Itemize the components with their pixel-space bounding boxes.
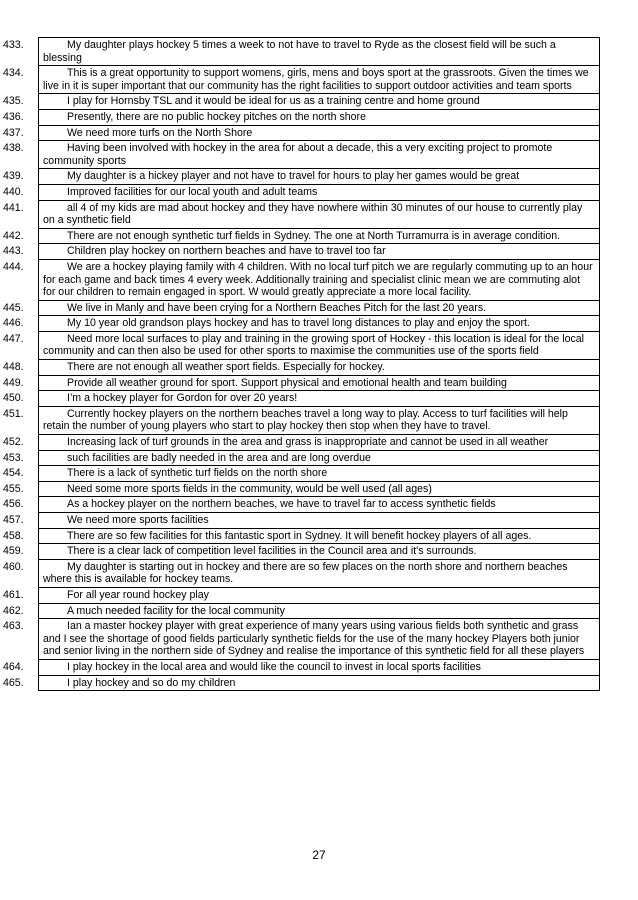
comment-cell xyxy=(3,228,600,244)
comment-cell xyxy=(3,244,600,260)
comment-cell xyxy=(3,675,600,691)
comment-text: Children play hockey on northern beaches and have to travel too far xyxy=(67,245,386,258)
comment-number: 445. xyxy=(3,301,24,314)
comment-cell xyxy=(3,544,600,560)
table-row xyxy=(39,466,600,482)
comment-number: 453. xyxy=(3,451,24,464)
comment-cell xyxy=(3,406,600,434)
comment-cell xyxy=(3,200,600,228)
page-number: 27 xyxy=(312,848,326,862)
table-row xyxy=(39,259,600,300)
comment-number: 446. xyxy=(3,317,24,330)
table-row xyxy=(39,94,600,110)
comment-number: 441. xyxy=(3,201,24,214)
table-row xyxy=(39,375,600,391)
comments-table-body xyxy=(3,38,600,691)
comment-number: 458. xyxy=(3,529,24,542)
comment-number: 454. xyxy=(3,467,24,480)
comment-number: 460. xyxy=(3,560,24,573)
comment-number: 434. xyxy=(3,67,24,80)
comment-cell xyxy=(3,360,600,376)
comment-cell xyxy=(3,513,600,529)
table-row xyxy=(39,38,600,66)
table-row xyxy=(39,141,600,169)
comment-text: There is a lack of synthetic turf fields on the north shore xyxy=(67,467,328,480)
table-row xyxy=(39,228,600,244)
comment-text: such facilities are badly needed in the area and are long overdue xyxy=(67,451,371,464)
comment-number: 433. xyxy=(3,39,24,51)
comment-text: Presently, there are no public hockey pitches on the north shore xyxy=(67,110,366,123)
table-row xyxy=(39,544,600,560)
table-row xyxy=(39,331,600,359)
comment-number: 439. xyxy=(3,170,24,183)
comment-text: A much needed facility for the local community xyxy=(67,604,285,617)
comment-text: I play for Hornsby TSL and it would be ideal for us as a training centre and home ground xyxy=(67,95,480,108)
comment-cell xyxy=(3,659,600,675)
table-row xyxy=(39,497,600,513)
comment-number: 443. xyxy=(3,245,24,258)
comment-text: I play hockey and so do my children xyxy=(67,676,236,689)
comment-text: I play hockey in the local area and would like the council to invest in local sports facilities xyxy=(67,660,481,673)
comment-number: 465. xyxy=(3,676,24,689)
comment-number: 435. xyxy=(3,95,24,108)
comment-text: We need more turfs on the North Shore xyxy=(67,126,253,139)
comment-text: Need some more sports fields in the community, would be well used (all ages) xyxy=(67,482,432,495)
comment-text: My daughter is starting out in hockey and there are so few places on the north shore and northern beaches where this is available for hockey teams. xyxy=(43,560,568,586)
comment-number: 448. xyxy=(3,361,24,374)
table-row xyxy=(39,200,600,228)
comment-text: We need more sports facilities xyxy=(67,514,209,526)
comment-text: Improved facilities for our local youth and adult teams xyxy=(67,185,318,198)
comment-number: 456. xyxy=(3,498,24,511)
table-row xyxy=(39,184,600,200)
comment-cell xyxy=(3,466,600,482)
comment-number: 461. xyxy=(3,588,24,601)
comment-text: There is a clear lack of competition level facilities in the Council area and it's surrounds. xyxy=(67,545,477,558)
table-row xyxy=(39,513,600,529)
comment-number: 459. xyxy=(3,545,24,558)
comment-text: Increasing lack of turf grounds in the area and grass is inappropriate and cannot be used in all weather xyxy=(67,436,549,449)
comment-text: I’m a hockey player for Gordon for over 20 years! xyxy=(67,392,298,405)
table-row xyxy=(39,528,600,544)
comment-number: 464. xyxy=(3,660,24,673)
comment-cell xyxy=(3,450,600,466)
table-row xyxy=(39,481,600,497)
comment-cell xyxy=(3,559,600,587)
table-row xyxy=(39,169,600,185)
comment-cell xyxy=(3,94,600,110)
comment-text: My 10 year old grandson plays hockey and has to travel long distances to play and enjoy the sport. xyxy=(67,317,530,330)
comment-cell xyxy=(3,435,600,451)
comment-cell xyxy=(3,391,600,407)
comment-cell xyxy=(3,619,600,660)
comment-number: 442. xyxy=(3,229,24,242)
comment-text: We are a hockey playing family with 4 children. With no local turf pitch we are regularly commuting up to an hour for each game and back times 4 every week. Additionally training and specialist clinic mean we are commuting alot for our children to remain engaged in sport. W would greatly appreciate a more local facility. xyxy=(43,260,593,299)
table-row xyxy=(39,619,600,660)
comment-cell xyxy=(3,38,600,66)
comment-text: There are so few facilities for this fantastic sport in Sydney. It will benefit hockey players of all ages. xyxy=(67,529,532,542)
comment-cell xyxy=(3,316,600,332)
comment-text: There are not enough synthetic turf fields in Sydney. The one at North Turramurra is in average condition. xyxy=(67,229,561,242)
comment-text: Currently hockey players on the northern beaches travel a long way to play. Access to turf facilities will help retain the number of young players who start to play hockey then stop when they have to travel. xyxy=(43,407,568,433)
comment-cell xyxy=(3,141,600,169)
comments-table xyxy=(3,37,600,691)
comment-cell xyxy=(3,169,600,185)
comment-cell xyxy=(3,481,600,497)
comment-number: 462. xyxy=(3,604,24,617)
table-row xyxy=(39,435,600,451)
comment-number: 451. xyxy=(3,407,24,420)
comment-text: Provide all weather ground for sport. Support physical and emotional health and team building xyxy=(67,376,507,389)
comment-text: all 4 of my kids are mad about hockey and they have nowhere within 30 minutes of our house to currently play on a synthetic field xyxy=(43,201,583,227)
table-row xyxy=(39,360,600,376)
comment-cell xyxy=(3,375,600,391)
table-row xyxy=(39,300,600,316)
table-row xyxy=(39,559,600,587)
comment-number: 438. xyxy=(3,142,24,155)
comment-number: 450. xyxy=(3,392,24,405)
comment-number: 449. xyxy=(3,376,24,389)
comment-number: 457. xyxy=(3,514,24,526)
comment-cell xyxy=(3,109,600,125)
comment-number: 444. xyxy=(3,260,24,273)
comment-text: This is a great opportunity to support womens, girls, mens and boys sport at the grassroots. Given the times we live in it is super important that our community has the right facilities to support outdoor activities and team sports xyxy=(43,67,589,92)
comment-number: 437. xyxy=(3,126,24,139)
table-row xyxy=(39,66,600,94)
comment-text: For all year round hockey play xyxy=(67,588,209,601)
comment-text: Need more local surfaces to play and training in the growing sport of Hockey - this location is ideal for the local community and can then also be used for other sports to maximise the communities use of the sports field xyxy=(43,332,585,358)
table-row xyxy=(39,406,600,434)
table-row xyxy=(39,125,600,141)
table-row xyxy=(39,109,600,125)
comment-text: Ian a master hockey player with great experience of many years using various fields both synthetic and grass and I see the shortage of good fields particularly synthetic fields for the use of the many hockey Players both junior and senior living in the northern side of Sydney and realise the importance of this synthetic field for all these players xyxy=(43,620,585,658)
comment-text: There are not enough all weather sport fields. Especially for hockey. xyxy=(67,361,385,374)
comment-text: Having been involved with hockey in the area for about a decade, this a very exciting project to promote community sports xyxy=(43,142,553,167)
table-row xyxy=(39,603,600,619)
comment-cell xyxy=(3,587,600,603)
table-row xyxy=(39,659,600,675)
comment-text: My daughter is a hickey player and not have to travel for hours to play her games would be great xyxy=(67,170,520,183)
table-row xyxy=(39,244,600,260)
comment-cell xyxy=(3,125,600,141)
comment-number: 463. xyxy=(3,620,24,633)
comment-cell xyxy=(3,66,600,94)
comment-text: We live in Manly and have been crying for a Northern Beaches Pitch for the last 20 years. xyxy=(67,301,487,314)
comment-number: 436. xyxy=(3,110,24,123)
table-row xyxy=(39,587,600,603)
comment-text: As a hockey player on the northern beaches, we have to travel far to access synthetic fields xyxy=(67,498,496,511)
table-row xyxy=(39,450,600,466)
table-row xyxy=(39,391,600,407)
comment-cell xyxy=(3,184,600,200)
comment-number: 447. xyxy=(3,332,24,345)
comment-number: 440. xyxy=(3,185,24,198)
table-row xyxy=(39,316,600,332)
comment-cell xyxy=(3,603,600,619)
comment-cell xyxy=(3,497,600,513)
comment-cell xyxy=(3,331,600,359)
table-row xyxy=(39,675,600,691)
comment-cell xyxy=(3,259,600,300)
comment-cell xyxy=(3,300,600,316)
comment-number: 455. xyxy=(3,482,24,495)
comment-cell xyxy=(3,528,600,544)
comment-text: My daughter plays hockey 5 times a week to not have to travel to Ryde as the closest field will be such a blessing xyxy=(43,39,556,64)
comment-number: 452. xyxy=(3,436,24,449)
